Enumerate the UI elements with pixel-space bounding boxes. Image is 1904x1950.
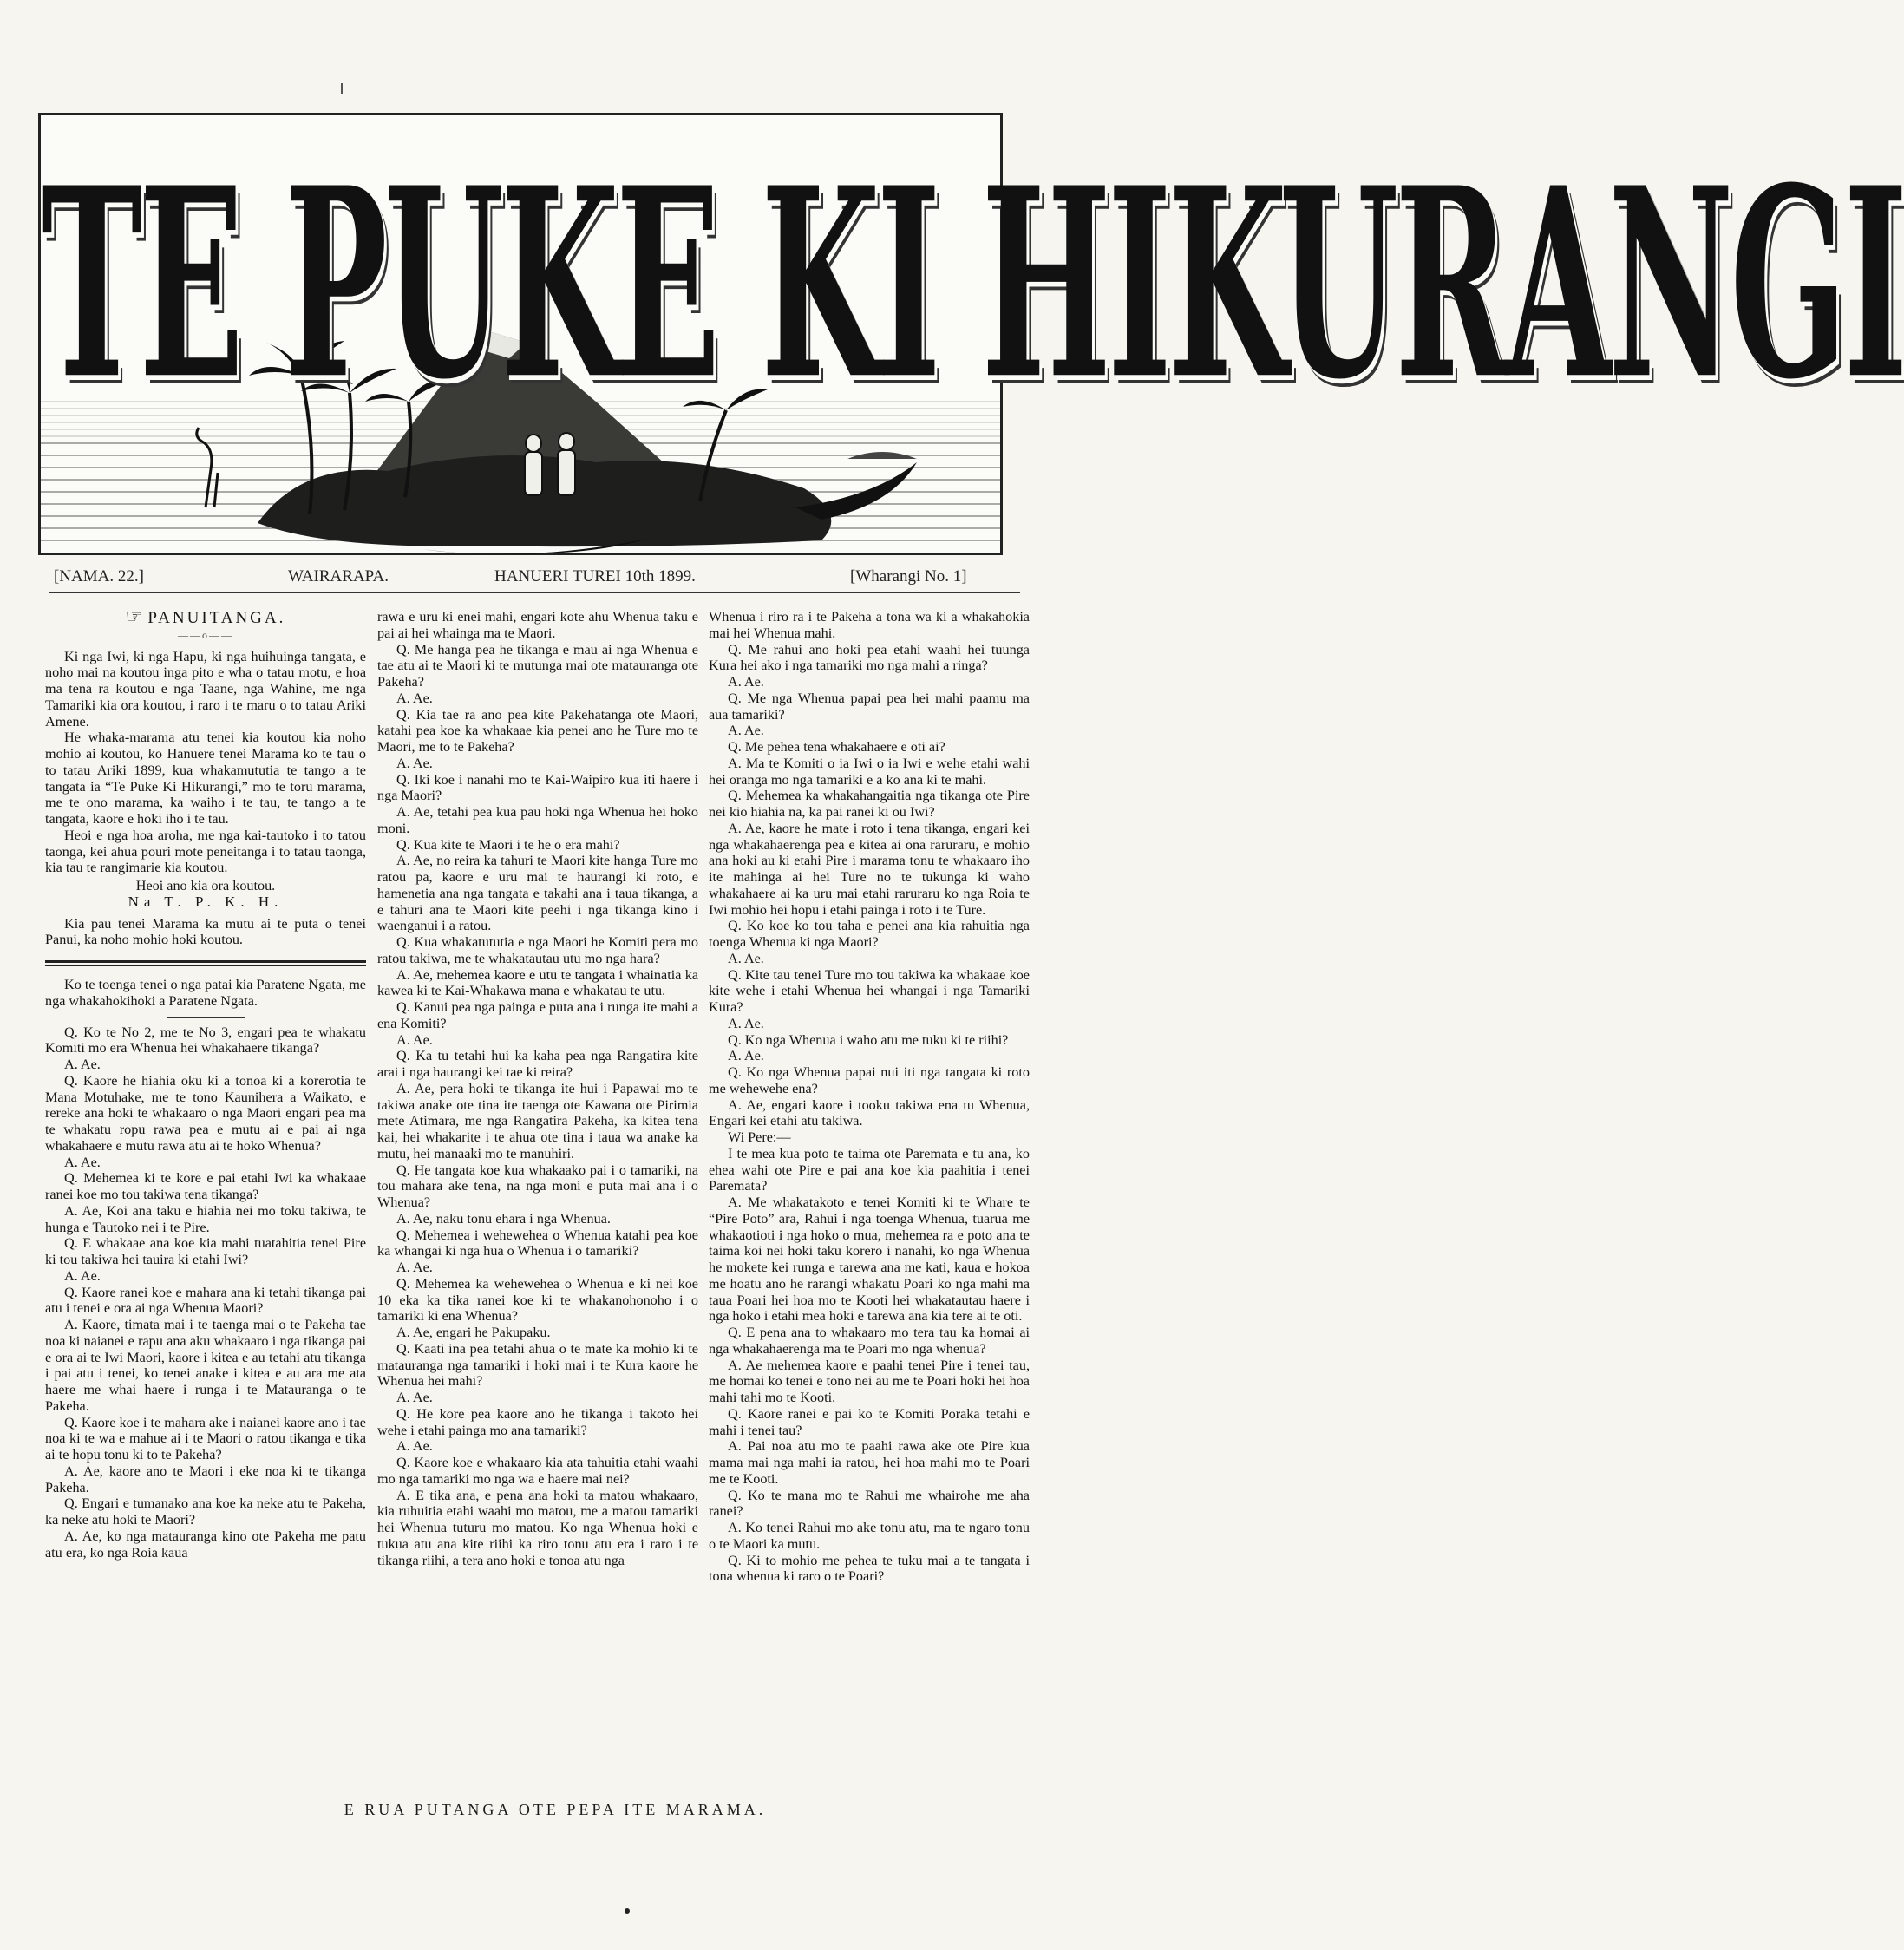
speaker-label: Wi Pere:— <box>728 1129 791 1145</box>
qa-paragraph: A. Me whakatakoto e tenei Komiti ki te Whare te “Pire Poto” ara, Rahui i nga toenga Whenua, tuarua me whakaotioti i nga hoko o mua, mehemea ra e poto ana te taima koi nei hoki taku korero i nanahi, ko nga Whenua he mokete kei runga e tarewa ana me kati, kaua e hokoa me hoatu ano he rarangi whakatu Poari ko nga mahi ma taua Poari hei hoa mo te Kooti hei whakatautau haere i nga hoko i etahi mea hoki e tarewa ana kia tere ai te oti. <box>709 1194 1030 1325</box>
qa-paragraph: A. Ae. <box>728 1015 764 1031</box>
masthead-title: TE PUKE KI HIKURANGI <box>41 133 1904 438</box>
qa-paragraph: A. Ae. <box>396 755 433 771</box>
qa-paragraph: A. Ae, Koi ana taku e hiahia nei mo toku takiwa, te hunga e Tautoko nei i te Pire. <box>45 1202 366 1235</box>
qa-paragraph: A. Ae. <box>396 690 433 706</box>
short-divider <box>167 1017 245 1018</box>
notice-paragraph: He whaka-marama atu tenei kia koutou kia noho mohio ai koutou, ko Hanuere tenei Marama ko te tau o to tatau Ariki 1899, kua whakamututia te tango a te tangata ia “Te Puke Ki Hikurangi,” mo te toru marama, me te ono marama, ka waiho i te tau, te tango a te tangata, kaore e hoki iho i te tau. <box>45 730 366 827</box>
qa-paragraph: A. Ae, engari he Pakupaku. <box>396 1325 551 1340</box>
qa-paragraph: Q. Kite tau tenei Ture mo tou takiwa ka whakaae koe kite wehe i etahi Whenua hei whangai i nga Tamariki Kura? <box>709 966 1030 1015</box>
issue-date: HANUERI TUREI 10th 1899. <box>494 567 696 586</box>
qa-paragraph: A. Ae. <box>728 723 764 739</box>
qa-paragraph: Q. Engari e tumanako ana koe ka neke atu te Pakeha, ka neke atu hoki te Maori? <box>45 1495 366 1528</box>
qa-paragraph: A. Ae. <box>396 1031 433 1048</box>
qa-paragraph: Q. Ki to mohio me pehea te tuku mai a te tangata i tona whenua ki raro o te Poari? <box>709 1552 1030 1585</box>
qa-paragraph: A. Ma te Komiti o ia Iwi o ia Iwi e wehe etahi wahi hei oranga mo nga tamariki e a ko ana ki te mahi. <box>709 755 1030 788</box>
column-3 <box>709 609 1030 1585</box>
ornament-divider: ——o—— <box>178 628 233 641</box>
qa-paragraph: Q. Mehemea ka whakahangaitia nga tikanga ote Pire nei kio hiahia na, ka pai ranei ki ou Iwi? <box>709 788 1030 820</box>
qa-paragraph: Q. Iki koe i nanahi mo te Kai-Waipiro kua iti haere i nga Maori? <box>377 771 698 804</box>
qa-paragraph: A. Ae. <box>64 1267 101 1284</box>
page-number: [Wharangi No. 1] <box>850 567 967 586</box>
qa-paragraph: A. Ae, naku tonu ehara i nga Whenua. <box>396 1210 611 1227</box>
qa-paragraph: A. Ae. <box>64 1057 101 1072</box>
qa-paragraph: A. Ae, no reira ka tahuri te Maori kite hanga Ture mo ratou pa, kaore e uru mai te haurangi ki roto, e hamenetia ana nga tangata e takahi ana i taua tikanga, a e tahuri ana te Maori kite peehi i nga tikanga kino i waenganui i a ratou. <box>377 853 698 934</box>
qa-paragraph: Q. Ko nga Whenua i waho atu me tuku ki te riihi? <box>728 1031 1009 1048</box>
qa-paragraph: A. Ae. <box>396 1390 433 1405</box>
qa-paragraph: I te mea kua poto te taima ote Paremata e tu ana, ko ehea wahi ote Pire e pai ana koe kia paahitia i tenei Paremata? <box>709 1145 1030 1194</box>
qa-paragraph: Q. Mehemea ki te kore e pai etahi Iwi ka whakaae ranei koe mo tou takiwa tena tikanga? <box>45 1170 366 1202</box>
qa-paragraph: A. E tika ana, e pena ana hoki ta matou whakaaro, kia ruhuitia etahi waahi mo matou, me a matou tamariki hei Whenua tuturu mo matou. Ko nga Whenua hoki e tukua atu ana kite riihi ka riro tonu atu era i raro i te tikanga riihi, a tera ano hoki e tonoa atu nga <box>377 1487 698 1568</box>
qa-paragraph: Q. Me nga Whenua papai pea hei mahi paamu ma aua tamariki? <box>709 690 1030 723</box>
qa-paragraph: A. Ae. <box>728 674 764 690</box>
qa-paragraph: Q. Kaore he hiahia oku ki a tonoa ki a korerotia te Mana Motuhake, me te tono Kaunihera a Waikato, e rereke ana hoki te whakaaro o nga Maori engari pea ma te whakatu ropu rawa pea e mutu ai e pai ai nga whakahaere e mutu rawa atu ai te hoko Whenua? <box>45 1072 366 1154</box>
qa-paragraph: Whenua i riro ra i te Pakeha a tona wa ki a whakahokia mai hei Whenua mahi. <box>709 609 1030 641</box>
qa-paragraph: A. Ae, kaore he mate i roto i tena tikanga, engari kei nga whakahaerenga pea e kitea ai ona raruraru, e mohio ana hoki au ki etahi Pire i marama tonu te whakaaro iho ite mahinga ai hei Ture no te tukunga ki waho whakahaere ai ka uru mai etahi raruraru ko nga Roia te Iwi mohio hei hopu i etahi painga i roto i te Ture. <box>709 820 1030 918</box>
qa-paragraph: Q. He kore pea kaore ano he tikanga i takoto hei wehe i etahi painga mo ana tamariki? <box>377 1405 698 1438</box>
qa-paragraph: A. Ko tenei Rahui mo ake tonu atu, ma te ngaro tonu o te Maori ka mutu. <box>709 1520 1030 1552</box>
qa-paragraph: Q. Kaore ranei e pai ko te Komiti Poraka tetahi e mahi i tenei tau? <box>709 1405 1030 1438</box>
qa-paragraph: A. Ae, mehemea kaore e utu te tangata i whainatia ka kawea ki te Kai-Whakawa mana e whakatau te utu. <box>377 966 698 999</box>
qa-paragraph: Q. Me pehea tena whakahaere e oti ai? <box>728 739 945 755</box>
place: WAIRARAPA. <box>288 567 389 586</box>
qa-paragraph: Q. Ko nga Whenua papai nui iti nga tangata ki roto me wehewehe ena? <box>709 1064 1030 1096</box>
qa-paragraph: A. Ae. <box>396 1260 433 1275</box>
qa-paragraph: A. Kaore, timata mai i te taenga mai o te Pakeha tae noa ki naianei e rapu ana aku whakaaro i nga tikanga pai e ora ai te Iwi Maori, kaore i kitea e au tetahi atu tikanga i pai atu i tenei, ko tenei anake i kitea e au ara me ata haere me whai haere i runga i te Matauranga o te Pakeha. <box>45 1317 366 1414</box>
qa-paragraph: A. Ae. <box>728 950 764 966</box>
qa-paragraph: Q. E pena ana to whakaaro mo tera tau ka homai ai nga whakahaerenga ma te Poari mo nga whenua? <box>709 1325 1030 1357</box>
qa-paragraph: Q. Ko te No 2, me te No 3, engari pea te whakatu Komiti mo era Whenua hei whakahaere tikanga? <box>45 1024 366 1057</box>
qa-paragraph: Q. Kua kite te Maori i te he o era mahi? <box>396 836 620 853</box>
notice-heading: ☞ PANUITANGA. <box>125 605 286 627</box>
qa-paragraph: Q. Kia tae ra ano pea kite Pakehatanga ote Maori, katahi pea koe ka whakaae kia penei ano he Ture mo te Maori, me to te Pakeha? <box>377 706 698 755</box>
notice-paragraph: Ki nga Iwi, ki nga Hapu, ki nga huihuinga tangata, e noho mai na koutou inga pito e wha o tatau motu, e hoa ma tena ra koutou e nga Taane, nga Wahine, me nga Tamariki kia ora koutou, i raro i te maru o to tatau Ariki Amene. <box>45 648 366 730</box>
qa-paragraph: A. Ae mehemea kaore e paahi tenei Pire i tenei tau, me homai ko tenei e tono nei au me te Poari hoki hei hoa mahi tahi mo te Kooti. <box>709 1357 1030 1405</box>
qa-paragraph: A. Ae, kaore ano te Maori i eke noa ki te tikanga Pakeha. <box>45 1462 366 1495</box>
qa-paragraph: A. Ae. <box>396 1438 433 1455</box>
issue-number: [NAMA. 22.] <box>54 567 144 586</box>
masthead <box>38 113 1904 555</box>
qa-paragraph: Q. Kaore koe i te mahara ake i naianei kaore ano i tae noa ki te wa e mahue ai i te Maori o ratou tikanga e tika ai te hopu tonu ki to te Pakeha? <box>45 1414 366 1462</box>
qa-paragraph: Q. Ka tu tetahi hui ka kaha pea nga Rangatira kite arai i nga haurangi kei tae ki reira? <box>377 1048 698 1080</box>
qa-paragraph: A. Ae. <box>728 1048 764 1064</box>
page-footer: E RUA PUTANGA OTE PEPA ITE MARAMA. <box>344 1801 767 1818</box>
qa-paragraph: A. Ae, engari kaore i tooku takiwa ena tu Whenua, Engari kei etahi atu takiwa. <box>709 1096 1030 1129</box>
qa-paragraph: A. Pai noa atu mo te paahi rawa ake ote Pire kua mama mai nga mahi ia ratou, hei hoa mahi mo te Poari me te Kooti. <box>709 1438 1030 1487</box>
print-speck <box>625 1908 630 1914</box>
qa-paragraph: Q. Kaati ina pea tetahi ahua o te mate ka mohio ki te matauranga nga tamariki i hoki mai i te Kura kaore he Whenua hei mahi? <box>377 1340 698 1390</box>
pointing-hand-icon: ☞ <box>125 605 143 627</box>
qa-paragraph: A. Ae. <box>64 1154 101 1170</box>
qa-paragraph: Q. Kaore koe e whakaaro kia ata tahuitia etahi waahi mo nga tamariki mo nga wa e haere mai nei? <box>377 1455 698 1487</box>
qa-paragraph: Q. He tangata koe kua whakaako pai i o tamariki, na tou mahara ake tena, na nga moni e puta mai ana i o Whenua? <box>377 1161 698 1210</box>
qa-paragraph: rawa e uru ki enei mahi, engari kote ahu Whenua taku e pai ai hei whainga ma te Maori. <box>377 609 698 641</box>
qa-paragraph: Q. Me hanga pea he tikanga e mau ai nga Whenua e tae atu ai te Maori ki te mutunga mai ote matauranga ote Pakeha? <box>377 641 698 690</box>
column-2 <box>377 609 698 1568</box>
qa-paragraph: Q. Kaore ranei koe e mahara ana ki tetahi tikanga pai atu i tenei e ora ai nga Whenua Maori? <box>45 1284 366 1317</box>
column-1 <box>45 605 366 1561</box>
notice-signature: Na T. P. K. H. <box>128 893 284 910</box>
qa-paragraph: Q. E whakaae ana koe kia mahi tuatahitia tenei Pire ki tou takiwa hei tauira ki etahi Iwi? <box>45 1235 366 1267</box>
qa-paragraph: A. Ae, ko nga matauranga kino ote Pakeha me patu atu era, ko nga Roia kaua <box>45 1528 366 1561</box>
interview-intro: Ko te toenga tenei o nga patai kia Paratene Ngata, me nga whakahokihoki a Paratene Ngata. <box>45 977 366 1009</box>
qa-paragraph: Q. Me rahui ano hoki pea etahi waahi hei tuunga Kura hei ako i nga tamariki mo nga mahi a ringa? <box>709 641 1030 674</box>
qa-paragraph: Q. Ko te mana mo te Rahui me whairohe me aha ranei? <box>709 1487 1030 1520</box>
qa-paragraph: A. Ae, tetahi pea kua pau hoki nga Whenua hei hoko moni. <box>377 804 698 836</box>
qa-paragraph: Q. Mehemea ka wehewehea o Whenua e ki nei koe 10 eka ka tika ranei koe ki te whakanohonoho i o tamariki ki ena Whenua? <box>377 1275 698 1325</box>
qa-paragraph: A. Ae, pera hoki te tikanga ite hui i Papawai mo te takiwa anake ote tina ite taenga ote Kawana ote Pirimia mete Atimara, me nga Rangatira Pakeha, ka kitea tena kai, hei whakarite i te ahua ote tina i taua wa anake ka mutu, hei manaaki mo te manuhiri. <box>377 1080 698 1161</box>
qa-paragraph: Q. Kanui pea nga painga e puta ana i runga ite mahi a ena Komiti? <box>377 999 698 1031</box>
notice-closing: Kia pau tenei Marama ka mutu ai te puta o tenei Panui, ka noho mohio hoki koutou. <box>45 915 366 948</box>
print-speck <box>341 83 343 94</box>
notice-signoff: Heoi ano kia ora koutou. <box>135 878 276 893</box>
qa-paragraph: Q. Kua whakatututia e nga Maori he Komiti pera mo ratou takiwa, me te whakatautau utu mo nga hara? <box>377 934 698 966</box>
qa-paragraph: Q. Mehemea i wehewehea o Whenua katahi pea koe ka whangai ki nga hua o Whenua i o tamariki? <box>377 1227 698 1260</box>
qa-paragraph: Q. Ko koe ko tou taha e penei ana kia rahuitia nga toenga Whenua ki nga Maori? <box>709 918 1030 950</box>
dateline <box>49 566 1020 593</box>
notice-paragraph: Heoi e nga hoa aroha, me nga kai-tautoko i to tatou taonga, kei ahua pouri mote peneitanga i to tatau taonga, kia tau te rangimarie kia koutou. <box>45 827 366 876</box>
section-rule <box>45 960 366 966</box>
